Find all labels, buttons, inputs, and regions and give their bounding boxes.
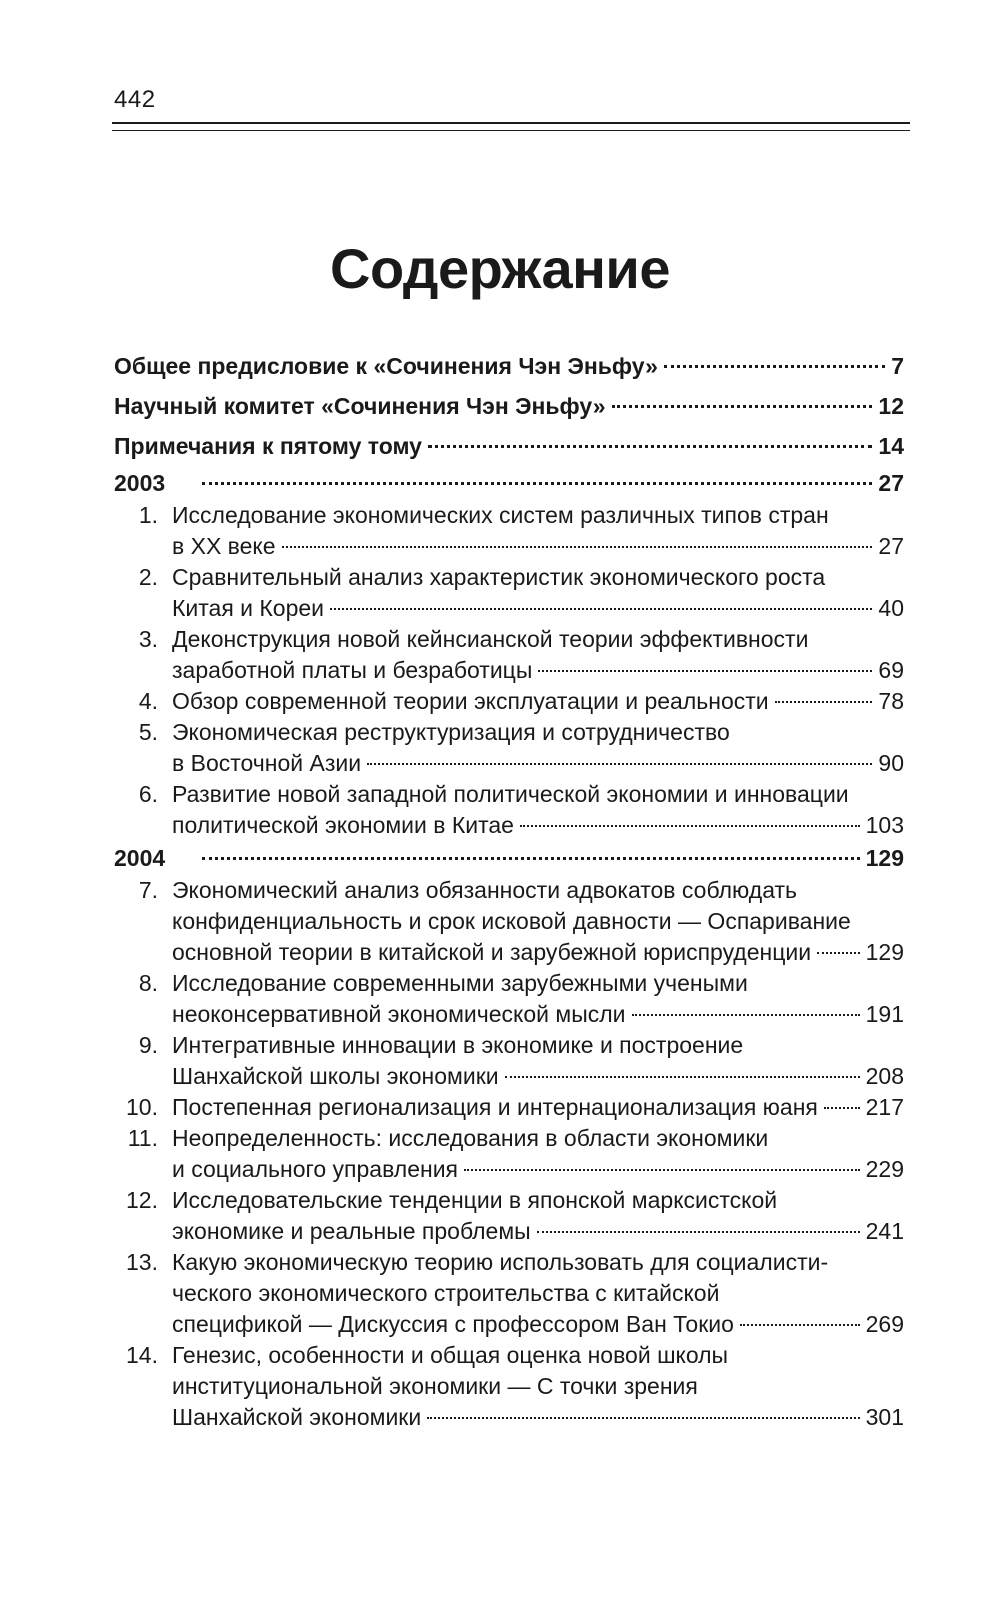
toc-entry-number: 7.	[138, 877, 158, 903]
toc-page-number: 12	[878, 393, 904, 419]
dot-leader	[367, 763, 872, 765]
toc-entry-line	[114, 999, 904, 1030]
toc-entry-line	[114, 562, 904, 593]
dot-leader	[464, 1169, 860, 1171]
toc-entry-line	[114, 1247, 904, 1278]
toc-entry-line	[114, 1123, 904, 1154]
toc-entry-line	[114, 1154, 904, 1185]
toc-page-number: 229	[865, 1156, 904, 1182]
toc-entry-text: и социального управления	[172, 1156, 459, 1182]
toc-entry-line	[114, 937, 904, 968]
toc-year: 2003	[114, 470, 166, 496]
toc-entry-text: Исследовательские тенденции в японской марксистской	[172, 1187, 778, 1213]
toc-entry-text: экономике и реальные проблемы	[172, 1218, 531, 1244]
toc-entry-text: Экономическая реструктуризация и сотрудничество	[172, 719, 730, 745]
page-title: Содержание	[330, 237, 670, 300]
dot-leader	[632, 1014, 860, 1016]
toc-entry-number: 6.	[138, 781, 158, 807]
toc-page-number: 69	[878, 657, 904, 683]
toc-front-matter-row	[114, 386, 904, 426]
toc-page-number: 269	[865, 1311, 904, 1337]
table-of-contents	[114, 346, 904, 1433]
toc-entry-number: 3.	[138, 626, 158, 652]
dot-leader	[824, 1107, 860, 1109]
toc-page-number: 217	[865, 1094, 904, 1120]
dot-leader	[538, 670, 872, 672]
toc-entry-text: Неопределенность: исследования в области экономики	[172, 1125, 769, 1151]
toc-entry-line	[114, 1371, 904, 1402]
toc-entry-text: Китая и Кореи	[172, 595, 325, 621]
toc-entry-line	[114, 500, 904, 531]
dot-leader	[664, 365, 885, 368]
toc-page-number: 7	[891, 353, 904, 379]
toc-entry-line	[114, 1309, 904, 1340]
toc-entry-text: Какую экономическую теорию использовать для социалисти-	[172, 1249, 829, 1275]
toc-entry-number: 4.	[138, 688, 158, 714]
toc-entry-text: ческого экономического строительства с китайской	[172, 1280, 720, 1306]
toc-entry-number: 1.	[138, 502, 158, 528]
toc-entry-line	[114, 1092, 904, 1123]
toc-entry-line	[114, 1402, 904, 1433]
toc-entry-number: 2.	[138, 564, 158, 590]
toc-page-number: 241	[865, 1218, 904, 1244]
toc-entry-text: Генезис, особенности и общая оценка новой школы	[172, 1342, 729, 1368]
toc-page-number: 129	[865, 845, 904, 871]
toc-page-number: 129	[865, 939, 904, 965]
toc-entry-text: в XX веке	[172, 533, 276, 559]
toc-entry-text: заработной платы и безработицы	[172, 657, 533, 683]
toc-page-number: 27	[878, 470, 904, 496]
toc-entry-text: Сравнительный анализ характеристик экономического роста	[172, 564, 826, 590]
toc-entry-text: Интегративные инновации в экономике и построение	[172, 1032, 744, 1058]
toc-entry-text: Шанхайской экономики	[172, 1404, 422, 1430]
toc-entry-line	[114, 810, 904, 841]
toc-entry-line	[114, 906, 904, 937]
dot-leader	[428, 445, 872, 448]
toc-page-number: 14	[878, 433, 904, 459]
toc-page-number: 78	[878, 688, 904, 714]
toc-entry-line	[114, 1278, 904, 1309]
toc-entry-number: 10.	[126, 1094, 158, 1120]
toc-entry-text: конфиденциальность и срок исковой давности — Оспаривание	[172, 908, 851, 934]
toc-entry-text: институциональной экономики — С точки зрения	[172, 1373, 698, 1399]
toc-page-number: 90	[878, 750, 904, 776]
toc-entry-text: Исследование современными зарубежными учеными	[172, 970, 748, 996]
toc-entry-line	[114, 1340, 904, 1371]
toc-entry-text: неоконсервативной экономической мысли	[172, 1001, 626, 1027]
dot-leader	[740, 1324, 860, 1326]
dot-leader	[520, 825, 860, 827]
toc-entry-number: 14.	[126, 1342, 158, 1368]
toc-entry-number: 11.	[127, 1125, 158, 1151]
toc-entry-title: Примечания к пятому тому	[114, 433, 422, 459]
toc-entry-text: Экономический анализ обязанности адвокатов соблюдать	[172, 877, 797, 903]
toc-entry-line	[114, 875, 904, 906]
toc-year: 2004	[114, 845, 166, 871]
toc-entry-line	[114, 686, 904, 717]
toc-entry-text: Постепенная регионализация и интернационализация юаня	[172, 1094, 818, 1120]
toc-entry-line	[114, 968, 904, 999]
toc-entry-text: Развитие новой западной политической экономии и инновации	[172, 781, 849, 807]
toc-entry-text: Деконструкция новой кейнсианской теории эффективности	[172, 626, 809, 652]
toc-entry-number: 13.	[126, 1249, 158, 1275]
toc-entry-line	[114, 1061, 904, 1092]
dot-leader	[612, 405, 873, 408]
header-rule-thick	[112, 122, 910, 124]
dot-leader	[330, 608, 872, 610]
dot-leader	[775, 701, 873, 703]
dot-leader	[817, 952, 860, 954]
dot-leader	[202, 857, 860, 860]
toc-entry-title: Общее предисловие к «Сочинения Чэн Эньфу»	[114, 353, 658, 379]
toc-page-number: 301	[865, 1404, 904, 1430]
toc-entry-number: 12.	[126, 1187, 158, 1213]
toc-entry-number: 8.	[138, 970, 158, 996]
header-rule-thin	[112, 130, 910, 131]
toc-entry-line	[114, 1185, 904, 1216]
toc-front-matter-row	[114, 346, 904, 386]
toc-entry-line	[114, 531, 904, 562]
dot-leader	[537, 1231, 860, 1233]
toc-entry-text: Обзор современной теории эксплуатации и реальности	[172, 688, 769, 714]
toc-entry-text: спецификой — Дискуссия с профессором Ван Токио	[172, 1311, 734, 1337]
toc-entry-line	[114, 593, 904, 624]
toc-page-number: 103	[865, 812, 904, 838]
toc-entry-title: Научный комитет «Сочинения Чэн Эньфу»	[114, 393, 606, 419]
dot-leader	[427, 1417, 859, 1419]
dot-leader	[505, 1076, 860, 1078]
toc-entry-text: в Восточной Азии	[172, 750, 362, 776]
toc-entry-number: 9.	[138, 1032, 158, 1058]
dot-leader	[282, 546, 873, 548]
toc-front-matter-row	[114, 426, 904, 466]
toc-entry-line	[114, 779, 904, 810]
dot-leader	[202, 482, 872, 485]
toc-entry-line	[114, 1030, 904, 1061]
toc-entry-text: основной теории в китайской и зарубежной юриспруденции	[172, 939, 812, 965]
toc-year-row	[114, 841, 904, 875]
toc-entry-text: Шанхайской школы экономики	[172, 1063, 499, 1089]
toc-entry-line	[114, 655, 904, 686]
toc-page-number: 208	[865, 1063, 904, 1089]
toc-entry-text: Исследование экономических систем различных типов стран	[172, 502, 829, 528]
toc-entry-line	[114, 624, 904, 655]
page-number: 442	[114, 86, 156, 113]
toc-page-number: 191	[865, 1001, 904, 1027]
toc-entry-text: политической экономии в Китае	[172, 812, 514, 838]
toc-entry-number: 5.	[138, 719, 158, 745]
toc-entry-line	[114, 717, 904, 748]
toc-year-row	[114, 466, 904, 500]
toc-page-number: 27	[878, 533, 904, 559]
toc-page-number: 40	[878, 595, 904, 621]
toc-entry-line	[114, 1216, 904, 1247]
toc-entry-line	[114, 748, 904, 779]
